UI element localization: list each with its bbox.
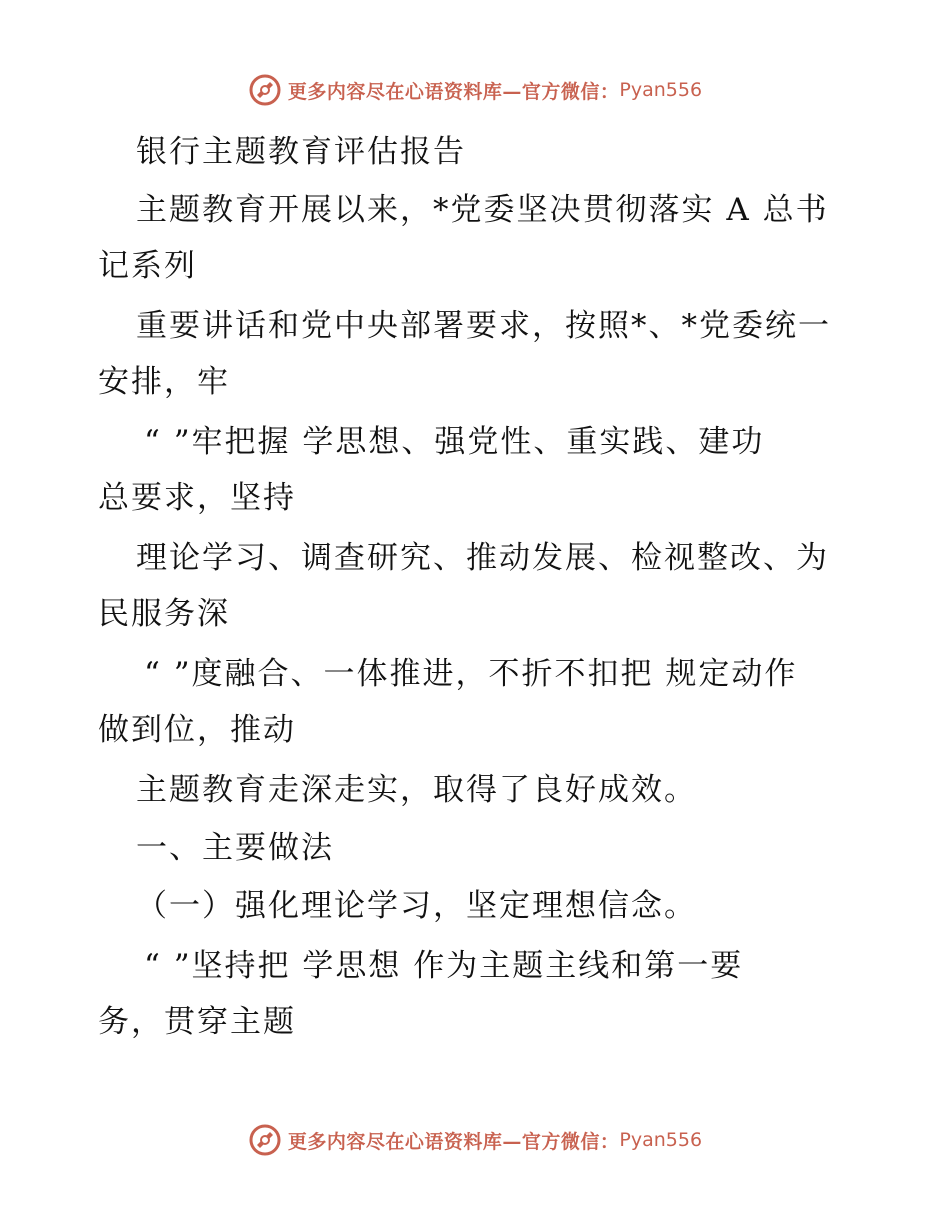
watermark-header — [0, 70, 950, 110]
paragraph-line: 理论学习、调查研究、推动发展、检视整改、为 — [136, 540, 829, 576]
paragraph-line: 总要求，坚持 — [98, 480, 296, 516]
section-heading: 一、主要做法 — [136, 830, 334, 866]
paragraph-line: 民服务深 — [98, 596, 230, 632]
watermark-id: Pyan556 — [619, 1129, 703, 1151]
paragraph-line: 做到位，推动 — [98, 712, 296, 748]
paragraph-line: “ ”度融合、一体推进，不折不扣把 规定动作 — [144, 656, 798, 692]
watermark-id: Pyan556 — [619, 79, 703, 101]
brand-logo-icon — [248, 1123, 282, 1157]
paragraph-line: 主题教育走深走实，取得了良好成效。 — [136, 772, 697, 808]
paragraph-line: “ ”牢把握 学思想、强党性、重实践、建功 — [144, 424, 765, 460]
document-title: 银行主题教育评估报告 — [136, 134, 466, 170]
subsection-heading: （一）强化理论学习，坚定理想信念。 — [136, 888, 697, 924]
brand-logo-icon — [248, 73, 282, 107]
paragraph-line: 务，贯穿主题 — [98, 1004, 296, 1040]
paragraph-line: “ ”坚持把 学思想 作为主题主线和第一要 — [144, 948, 744, 984]
watermark-text: 更多内容尽在心语资料库—官方微信： — [287, 1130, 620, 1153]
paragraph-line: 安排，牢 — [98, 364, 230, 400]
paragraph-line: 记系列 — [98, 248, 197, 284]
paragraph-line: 主题教育开展以来，*党委坚决贯彻落实 A 总书 — [136, 192, 829, 228]
paragraph-line: 重要讲话和党中央部署要求，按照*、*党委统一 — [136, 308, 831, 344]
watermark-text: 更多内容尽在心语资料库—官方微信： — [287, 80, 620, 103]
watermark-footer — [0, 1120, 950, 1160]
